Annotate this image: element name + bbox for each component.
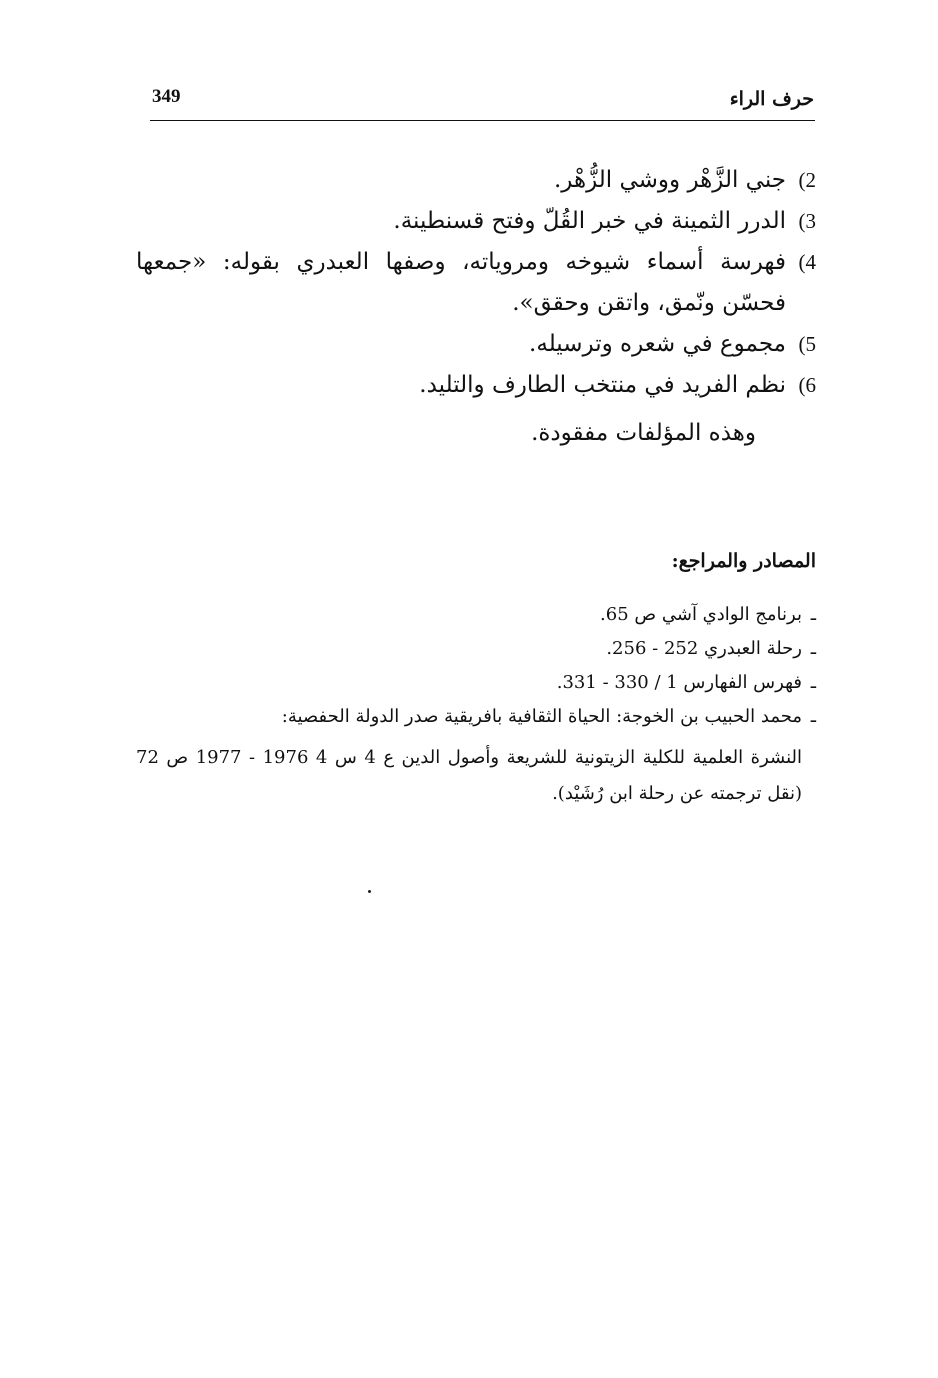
running-head: حرف الراء	[729, 88, 814, 110]
sources-heading: المصادر والمراجع:	[671, 550, 816, 572]
source-dash: ـ	[810, 672, 816, 693]
source-dash: ـ	[810, 638, 816, 659]
item-number: 4)	[798, 250, 816, 274]
item-number: 6)	[798, 373, 816, 397]
item-text: جني الزَّهْر ووشي الزُّهْر.	[553, 167, 786, 193]
source-continuation: النشرة العلمية للكلية الزيتونية للشريعة وأصول الدين ع 4 س 4 1976 - 1977 ص 72 (نقل ترجمته عن رحلة ابن رُشَيْد).	[136, 747, 802, 804]
item-text: مجموع في شعره وترسيله.	[529, 331, 786, 357]
list-item	[136, 201, 816, 242]
source-text: برنامج الوادي آشي ص 65.	[600, 604, 802, 625]
source-text: محمد الحبيب بن الخوجة: الحياة الثقافية بافريقية صدر الدولة الحفصية:	[281, 706, 802, 727]
list-item	[136, 365, 816, 406]
list-item	[136, 160, 816, 201]
header-rule	[150, 120, 815, 121]
sources-list	[136, 598, 816, 734]
source-item	[136, 632, 816, 666]
list-item	[136, 324, 816, 365]
source-dash: ـ	[810, 604, 816, 625]
page-number: 349	[152, 86, 181, 107]
works-list	[136, 160, 816, 406]
list-item	[136, 242, 816, 324]
source-item	[136, 598, 816, 632]
source-text: فهرس الفهارس 1 / 330 - 331.	[556, 672, 802, 693]
item-number: 2)	[798, 168, 816, 192]
item-text: الدرر الثمينة في خبر القُلّ وفتح قسنطينة.	[393, 208, 786, 234]
item-number: 5)	[798, 332, 816, 356]
item-text: فهرسة أسماء شيوخه ومروياته، وصفها العبدري بقوله: «جمعها فحسّن ونّمق، واتقن وحقق».	[136, 249, 786, 316]
item-text: نظم الفريد في منتخب الطارف والتليد.	[419, 372, 786, 398]
source-text: رحلة العبدري 252 - 256.	[606, 638, 802, 659]
item-number: 3)	[798, 209, 816, 233]
source-dash: ـ	[810, 706, 816, 727]
print-speck	[368, 890, 371, 893]
closing-note: وهذه المؤلفات مفقودة.	[531, 420, 756, 446]
source-item	[136, 666, 816, 700]
source-item	[136, 700, 816, 734]
